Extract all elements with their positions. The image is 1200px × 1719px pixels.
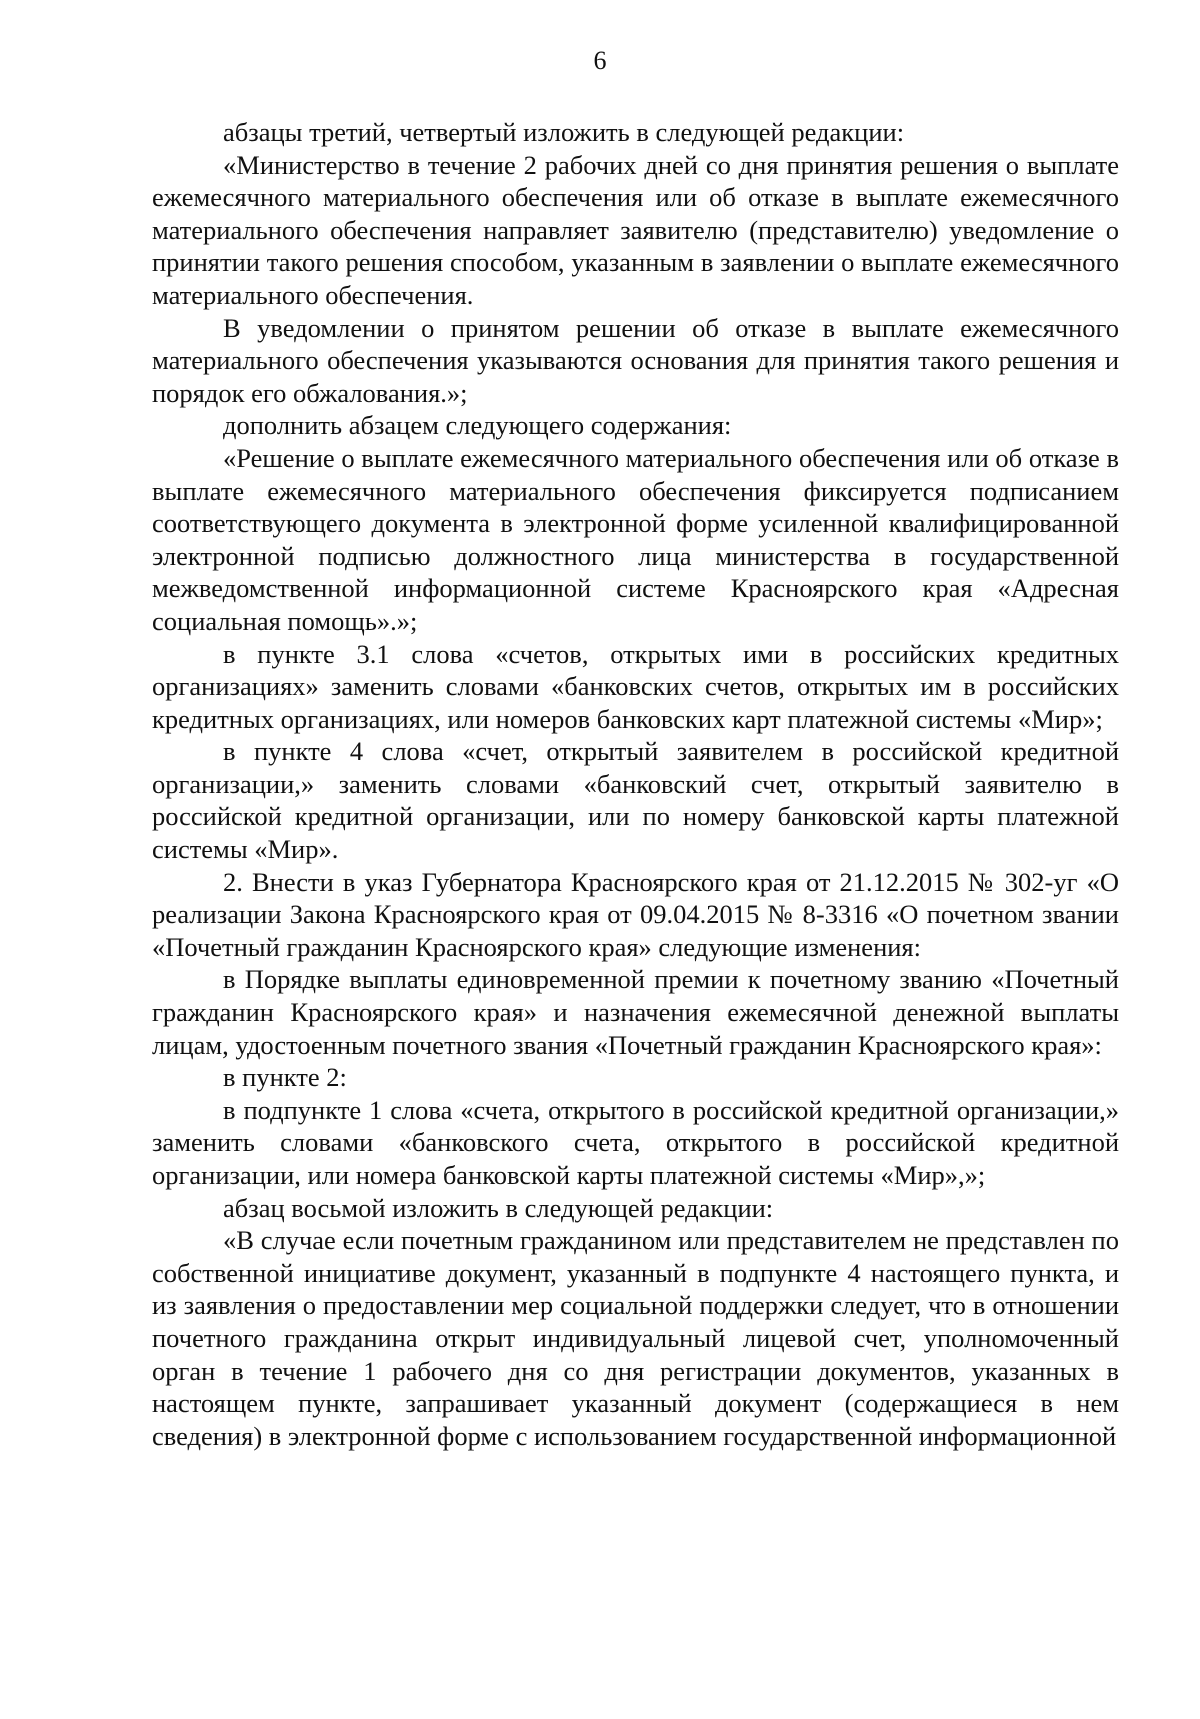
paragraph: абзацы третий, четвертый изложить в следующей редакции:: [223, 117, 905, 147]
paragraph: «В случае если почетным гражданином или представителем не представлен по собственной инициативе документ, указанный в подпункте 4 настоящего пункта, и из заявления о предоставлении мер социальной поддержки следует, что в отношении почетного гражданина открыт индивидуальный лицевой счет, уполномоченный орган в течение 1 рабочего дня со дня регистрации документов, указанных в настоящем пункте, запрашивает указанный документ (содержащиеся в нем сведения) в электронной форме с использованием государственной информационной: [152, 1225, 1119, 1451]
page-number: 6: [593, 46, 607, 75]
paragraph: абзац восьмой изложить в следующей редакции:: [223, 1192, 774, 1223]
paragraph: 2. Внести в указ Губернатора Красноярского края от 21.12.2015 № 302-уг «О реализации Закона Красноярского края от 09.04.2015 № 8-3316 «О почетном звании «Почетный гражданин Красноярского края» следующие изменения:: [152, 866, 1119, 962]
paragraph: в пункте 3.1 слова «счетов, открытых ими в российских кредитных организациях» заменить словами «банковских счетов, открытых им в российских кредитных организациях, или номеров банковских карт платежной системы «Мир»;: [152, 638, 1119, 734]
paragraph: В уведомлении о принятом решении об отказе в выплате ежемесячного материального обеспечения указываются основания для принятия такого решения и порядок его обжалования.»;: [152, 312, 1119, 408]
paragraph: в Порядке выплаты единовременной премии к почетному званию «Почетный гражданин Красноярского края» и назначения ежемесячной денежной выплаты лицам, удостоенным почетного звания «Почетный гражданин Красноярского края»:: [152, 964, 1119, 1060]
paragraph: в подпункте 1 слова «счета, открытого в российской кредитной организации,» заменить словами «банковского счета, открытого в российской кредитной организации, или номера банковской карты платежной системы «Мир»,»;: [152, 1094, 1119, 1190]
document-body: [152, 116, 1119, 1452]
paragraph: «Решение о выплате ежемесячного материального обеспечения или об отказе в выплате ежемесячного материального обеспечения фиксируется подписанием соответствующего документа в электронной форме усиленной квалифицированной электронной подписью должностного лица министерства в государственной межведомственной информационной системе Красноярского края «Адресная социальная помощь».»;: [152, 442, 1119, 636]
paragraph: в пункте 2:: [223, 1062, 347, 1093]
paragraph: дополнить абзацем следующего содержания:: [223, 410, 732, 441]
paragraph: «Министерство в течение 2 рабочих дней со дня принятия решения о выплате ежемесячного материального обеспечения или об отказе в выплате ежемесячного материального обеспечения направляет заявителю (представителю) уведомление о принятии такого решения способом, указанным в заявлении о выплате ежемесячного материального обеспечения.: [152, 149, 1119, 310]
paragraph: в пункте 4 слова «счет, открытый заявителем в российской кредитной организации,» заменить словами «банковский счет, открытый заявителю в российской кредитной организации, или по номеру банковской карты платежной системы «Мир».: [152, 736, 1119, 865]
